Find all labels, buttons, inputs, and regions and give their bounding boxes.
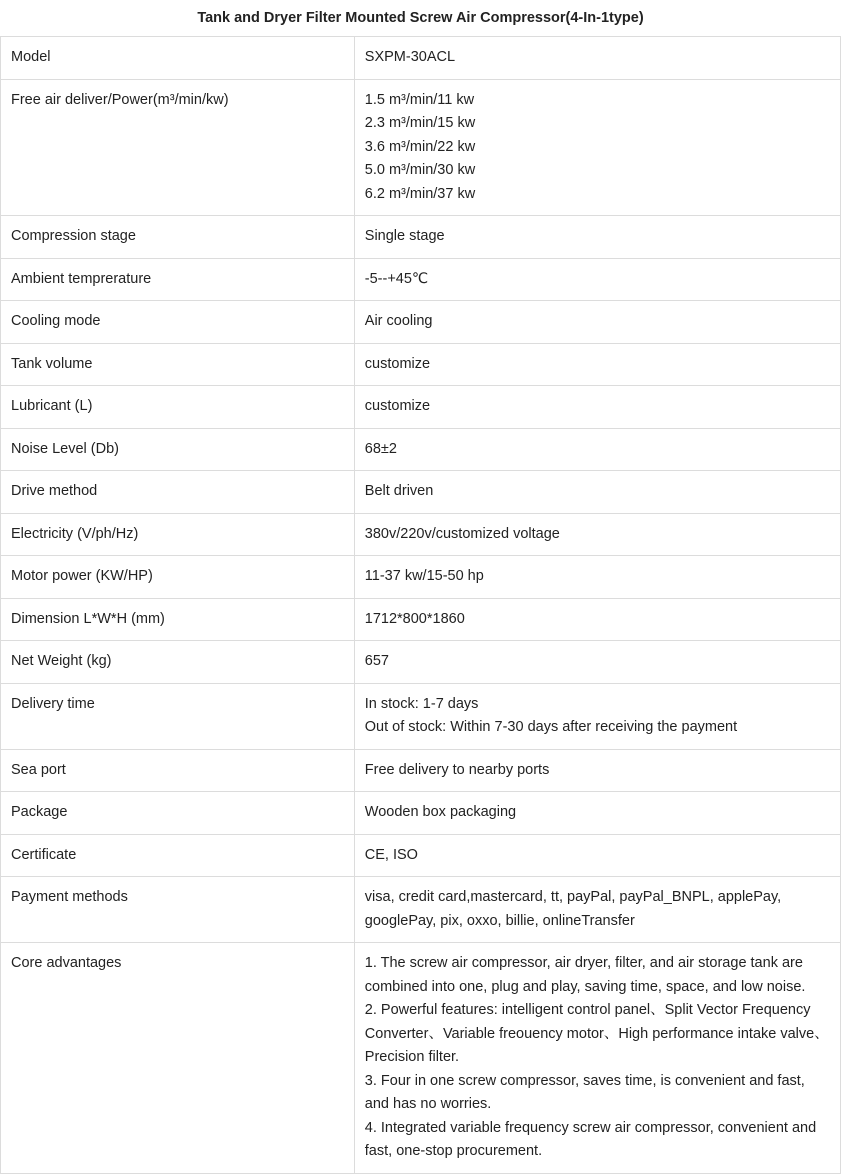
spec-value-line: Belt driven — [364, 483, 434, 499]
table-row — [1, 258, 841, 301]
spec-label: Core advantages — [1, 943, 355, 1174]
spec-value — [354, 386, 840, 429]
spec-value — [354, 749, 840, 792]
spec-label: Dimension L*W*H (mm) — [1, 598, 355, 641]
table-row — [1, 641, 841, 684]
spec-value-line: 4. Integrated variable frequency screw air compressor, convenient and fast, one-stop procurement. — [364, 1119, 817, 1159]
spec-label: Tank volume — [1, 343, 355, 386]
spec-value — [354, 877, 840, 943]
spec-value-line: 657 — [364, 653, 389, 669]
spec-value — [354, 301, 840, 344]
table-row — [1, 792, 841, 835]
spec-label: Free air deliver/Power(m³/min/kw) — [1, 79, 355, 216]
table-row — [1, 471, 841, 514]
spec-value-line: 3.6 m³/min/22 kw — [364, 138, 476, 155]
spec-value — [354, 683, 840, 749]
spec-value-line: -5--+45℃ — [364, 270, 429, 287]
spec-value-line: 2.3 m³/min/15 kw — [364, 115, 476, 131]
spec-label: Certificate — [1, 834, 355, 877]
spec-label: Delivery time — [1, 683, 355, 749]
spec-value-line: Air cooling — [364, 313, 433, 329]
spec-table-body — [1, 37, 841, 1174]
table-row — [1, 301, 841, 344]
spec-label: Sea port — [1, 749, 355, 792]
spec-label: Compression stage — [1, 216, 355, 259]
table-row — [1, 216, 841, 259]
spec-value-line: 1712*800*1860 — [364, 610, 465, 627]
spec-value — [354, 641, 840, 684]
spec-value — [354, 471, 840, 514]
spec-value-line: 11-37 kw/15-50 hp — [364, 568, 484, 584]
spec-label: Lubricant (L) — [1, 386, 355, 429]
spec-value-line: SXPM-30ACL — [364, 49, 456, 65]
spec-value-line: customize — [364, 355, 431, 372]
table-row — [1, 513, 841, 556]
spec-value-line: 68±2 — [364, 440, 397, 457]
spec-value — [354, 79, 840, 216]
spec-label: Drive method — [1, 471, 355, 514]
spec-value — [354, 37, 840, 80]
table-row — [1, 834, 841, 877]
spec-label: Model — [1, 37, 355, 80]
table-row — [1, 79, 841, 216]
spec-value-line: customize — [364, 398, 431, 414]
table-row — [1, 749, 841, 792]
table-row — [1, 683, 841, 749]
table-row — [1, 343, 841, 386]
spec-value-line: Single stage — [364, 228, 445, 244]
spec-value — [354, 792, 840, 835]
spec-value-line: 6.2 m³/min/37 kw — [364, 185, 476, 202]
spec-label: Cooling mode — [1, 301, 355, 344]
spec-value-line: Out of stock: Within 7-30 days after receiving the payment — [364, 719, 738, 735]
spec-value-line: 1. The screw air compressor, air dryer, filter, and air storage tank are combined into one, plug and play, saving time, space, and low noise. — [364, 955, 806, 995]
spec-value — [354, 556, 840, 599]
table-row — [1, 877, 841, 943]
table-row — [1, 37, 841, 80]
spec-value-line: Wooden box packaging — [364, 804, 517, 820]
table-row — [1, 556, 841, 599]
spec-value-line: 5.0 m³/min/30 kw — [364, 162, 476, 178]
spec-value-line: 3. Four in one screw compressor, saves time, is convenient and fast, and has no worries. — [364, 1072, 805, 1112]
spec-value-line: visa, credit card,mastercard, tt, payPal, payPal_BNPL, applePay, googlePay, pix, oxxo, billie, onlineTransfer — [364, 889, 782, 929]
spec-label: Motor power (KW/HP) — [1, 556, 355, 599]
spec-label: Electricity (V/ph/Hz) — [1, 513, 355, 556]
table-row — [1, 428, 841, 471]
spec-value-line: CE, ISO — [364, 846, 418, 863]
table-title: Tank and Dryer Filter Mounted Screw Air Compressor(4-In-1type) — [197, 10, 644, 26]
spec-label: Payment methods — [1, 877, 355, 943]
spec-value — [354, 598, 840, 641]
spec-label: Ambient temprerature — [1, 258, 355, 301]
spec-value-line: 2. Powerful features: intelligent control panel、Split Vector Frequency Converter、Variable freouency motor、High performance intake valve、Precision filter. — [364, 1002, 829, 1065]
spec-value — [354, 428, 840, 471]
spec-value — [354, 834, 840, 877]
spec-value-line: 1.5 m³/min/11 kw — [364, 91, 475, 108]
table-row — [1, 386, 841, 429]
spec-label: Package — [1, 792, 355, 835]
spec-label: Noise Level (Db) — [1, 428, 355, 471]
table-row — [1, 598, 841, 641]
spec-value — [354, 216, 840, 259]
spec-value-line: In stock: 1-7 days — [364, 695, 479, 712]
spec-value — [354, 343, 840, 386]
spec-value-line: 380v/220v/customized voltage — [364, 525, 560, 542]
table-row — [1, 943, 841, 1174]
spec-value — [354, 258, 840, 301]
spec-value-line: Free delivery to nearby ports — [364, 761, 550, 778]
spec-value — [354, 943, 840, 1174]
spec-label: Net Weight (kg) — [1, 641, 355, 684]
spec-value — [354, 513, 840, 556]
